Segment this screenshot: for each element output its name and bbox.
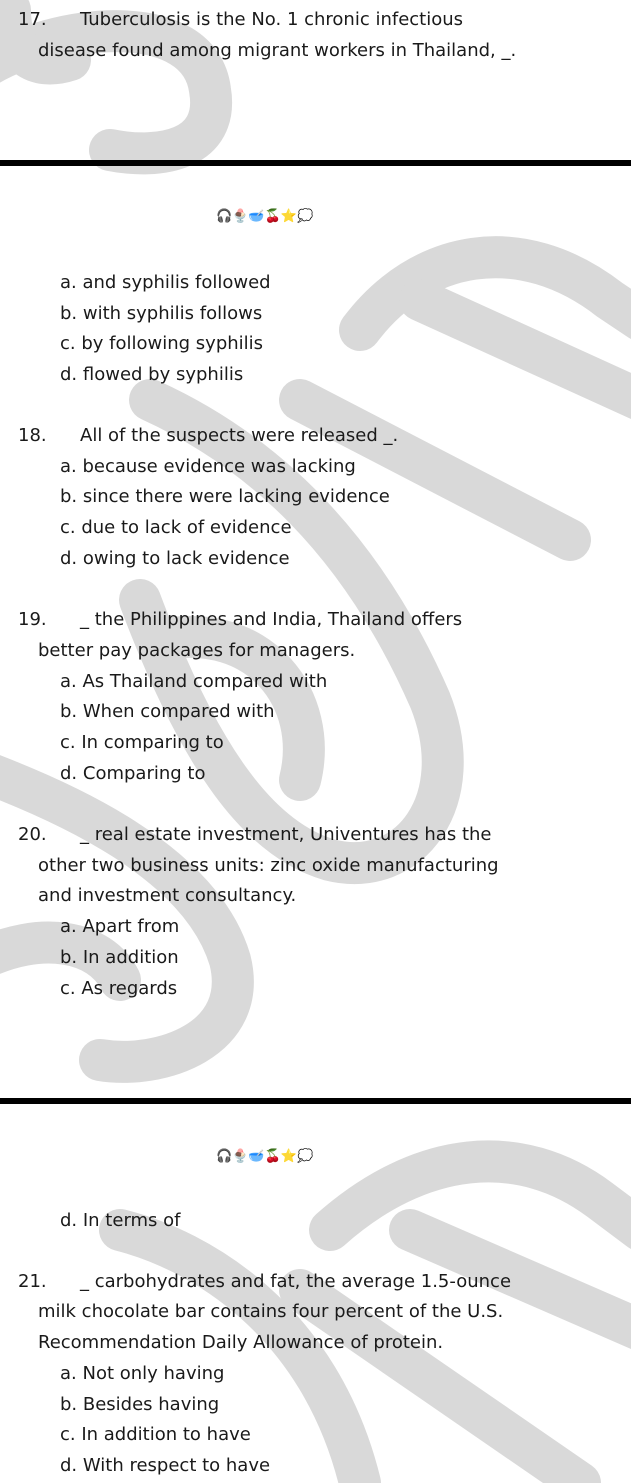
question-number: 17. [18,9,47,30]
question-text: other two business units: zinc oxide manufacturing [38,855,499,876]
page-divider [0,160,631,166]
bowl-icon: 🥣 [248,209,265,224]
option-text: c. due to lack of evidence [60,517,292,538]
emoji-divider [216,206,313,228]
question-text: _ the Philippines and India, Thailand offers [80,609,463,630]
question-text: better pay packages for managers. [38,640,356,661]
star-icon: ⭐ [280,1149,297,1164]
option-text: a. Not only having [60,1363,225,1384]
question-number: 20. [18,824,47,845]
option-text: a. As Thailand compared with [60,671,328,692]
question-text: All of the suspects were released _. [80,425,399,446]
option-text: b. with syphilis follows [60,303,263,324]
question-number: 21. [18,1271,47,1292]
option-text: b. Besides having [60,1394,220,1415]
question-text: _ real estate investment, Univentures has the [80,824,492,845]
ice-cream-icon: 🍨 [232,1149,249,1164]
option-text: a. Apart from [60,916,180,937]
star-icon: ⭐ [280,209,297,224]
option-text: b. When compared with [60,701,275,722]
question-text: _ carbohydrates and fat, the average 1.5-ounce [80,1271,512,1292]
headphones-icon: 🎧 [216,209,233,224]
question-number: 18. [18,425,47,446]
page-divider [0,1098,631,1104]
option-text: c. In comparing to [60,732,224,753]
option-text: c. In addition to have [60,1424,251,1445]
question-text: milk chocolate bar contains four percent of the U.S. [38,1301,504,1322]
option-text: a. and syphilis followed [60,272,271,293]
bowl-icon: 🥣 [248,1149,265,1164]
option-text: b. since there were lacking evidence [60,486,390,507]
question-number: 19. [18,609,47,630]
option-text: d. In terms of [60,1210,181,1231]
headphones-icon: 🎧 [216,1149,233,1164]
speech-bubble-icon: 💭 [296,209,314,224]
option-text: c. As regards [60,978,178,999]
speech-bubble-icon: 💭 [296,1149,314,1164]
question-text: and investment consultancy. [38,885,297,906]
emoji-divider [216,1146,313,1168]
option-text: b. In addition [60,947,179,968]
option-text: d. owing to lack evidence [60,548,290,569]
option-text: d. flowed by syphilis [60,364,244,385]
question-text: disease found among migrant workers in Thailand, _. [38,40,517,61]
option-text: d. Comparing to [60,763,206,784]
option-text: d. With respect to have [60,1455,271,1476]
cherries-icon: 🍒 [264,209,281,224]
ice-cream-icon: 🍨 [232,209,249,224]
option-text: a. because evidence was lacking [60,456,356,477]
option-text: c. by following syphilis [60,333,264,354]
cherries-icon: 🍒 [264,1149,281,1164]
question-text: Recommendation Daily Allowance of protein. [38,1332,444,1353]
question-text: Tuberculosis is the No. 1 chronic infectious [80,9,464,30]
